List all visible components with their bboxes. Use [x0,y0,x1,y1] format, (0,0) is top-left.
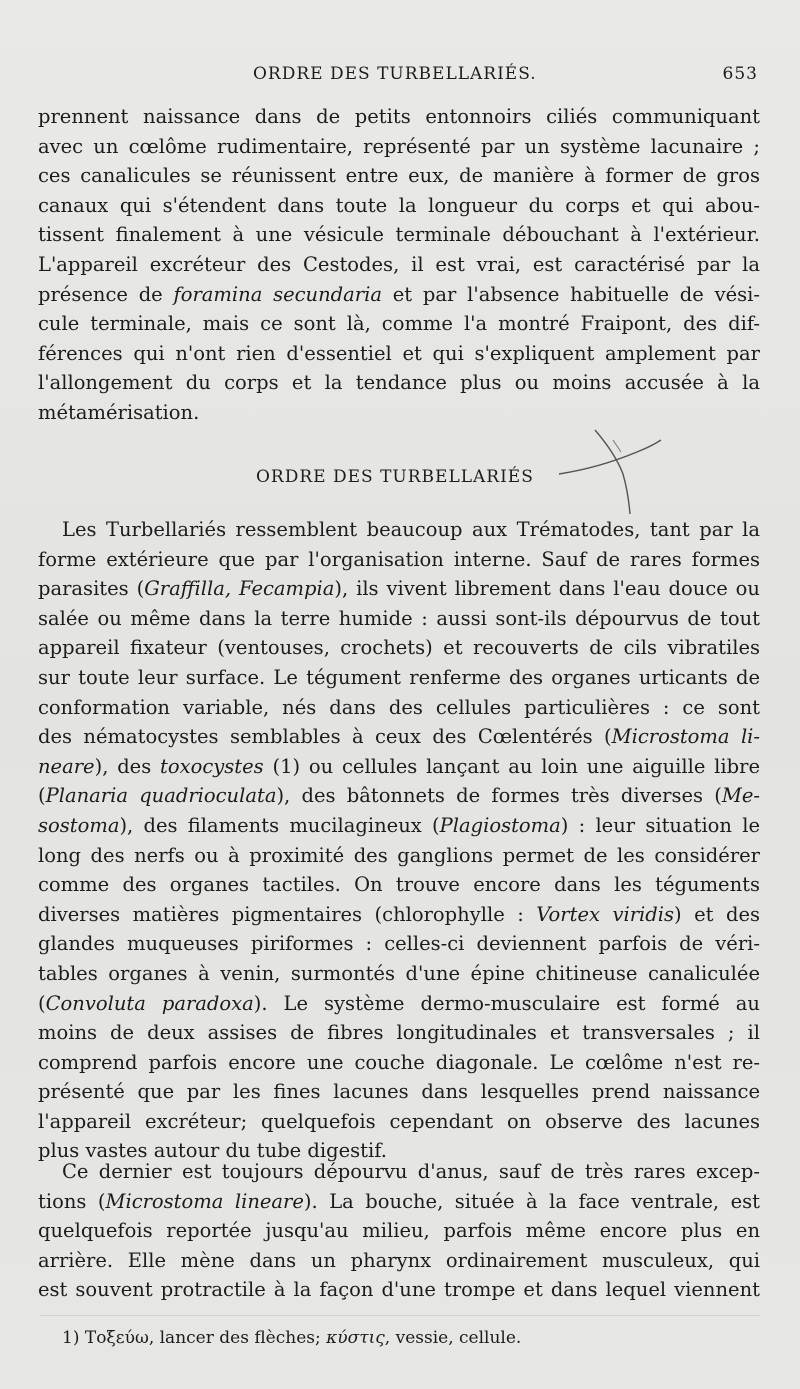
text-line: canaux qui s'étendent dans toute la longueur du corps et qui abou- [38,193,760,217]
text-run: parasites ( [38,577,145,601]
text-run: ) : leur situation le [560,813,761,837]
text-run: des nématocystes semblables à ceux des Cœlentérés ( [38,725,612,749]
text-run: ) et des [674,902,760,926]
text-run: diverses matières pigmentaires (chlorophylle : [38,902,537,926]
text-line: salée ou même dans la terre humide : aussi sont-ils dépourvus de tout [38,606,760,630]
text-line [38,900,760,930]
text-line: cule terminale, mais ce sont là, comme l'a montré Fraipont, des dif- [38,312,760,336]
italic-term: toxocystes [160,754,264,778]
text-run: ), des bâtonnets de formes très diverses ( [276,784,722,808]
text-line: présenté que par les fines lacunes dans lesquelles prend naissance [38,1080,760,1104]
text-line [38,781,760,811]
italic-term: foramina secundaria [173,282,382,306]
text-line: sur toute leur surface. Le tégument renferme des organes urticants de [38,665,760,689]
text-line [38,811,760,841]
italic-term: sostoma [38,813,120,837]
paragraph-turbellaria-description [38,515,760,1166]
greek-word: κύστις [326,1328,385,1348]
text-run: tions ( [38,1189,106,1213]
text-line: l'allongement du corps et la tendance plus ou moins accusée à la [38,371,760,395]
text-line: arrière. Elle mène dans un pharynx ordinairement musculeux, qui [38,1248,760,1272]
text-line: avec un cœlôme rudimentaire, représenté par un système lacunaire ; [38,134,760,158]
text-line: forme extérieure que par l'organisation interne. Sauf de rares formes [38,547,760,571]
text-line: métamérisation. [38,400,200,424]
text-line: tables organes à venin, surmontés d'une épine chitineuse canaliculée [38,961,760,985]
text-line: ces canalicules se réunissent entre eux, de manière à former de gros [38,164,760,188]
text-run: présence de [38,282,174,306]
text-line: glandes muqueuses piriformes : celles-ci deviennent parfois de véri- [38,932,760,956]
text-line: tissent finalement à une vésicule terminale débouchant à l'extérieur. [38,223,760,247]
text-run: et par l'absence habituelle de vési- [381,282,760,306]
footnote-gloss: , lancer des flèches; [148,1328,327,1348]
text-line: conformation variable, nés dans des cellules particulières : ce sont [38,695,760,719]
paragraph-digestive-tube [38,1157,760,1305]
text-run: ), des [94,754,161,778]
greek-word: Τοξεύω [84,1328,149,1348]
text-line: comme des organes tactiles. On trouve encore dans les téguments [38,873,760,897]
text-line: Les Turbellariés ressemblent beaucoup aux Trématodes, tant par la [62,518,760,541]
italic-term: Microstoma li- [611,725,761,749]
text-line: plus vastes autour du tube digestif. [38,1139,387,1163]
text-line: appareil fixateur (ventouses, crochets) et recouverts de cils vibratiles [38,636,760,660]
text-line [38,574,760,604]
text-line: L'appareil excréteur des Cestodes, il est vrai, est caractérisé par la [38,252,760,276]
text-line: férences qui n'ont rien d'essentiel et qui s'expliquent amplement par [38,341,760,365]
page-number: 653 [722,64,758,84]
text-line: moins de deux assises de fibres longitudinales et transversales ; il [38,1021,760,1045]
footnote-divider [40,1315,760,1316]
text-line: long des nerfs ou à proximité des ganglions permet de les considérer [38,843,760,867]
text-line [38,280,760,310]
text-line [38,722,760,752]
footnote-marker: 1) [62,1328,85,1348]
running-title: ORDRE DES TURBELLARIÉS. [253,64,537,84]
pencil-cross-mark [555,418,675,518]
italic-term: Vortex viridis [536,902,675,926]
text-run: ), ils vivent librement dans l'eau douce ou [334,577,760,601]
text-line [38,1187,760,1217]
text-line: est souvent protractile à la façon d'une trompe et dans lequel viennent [38,1278,760,1302]
text-run: (1) ou cellules lançant au loin une aiguille libre [263,754,761,778]
italic-term: Plagiostoma [439,813,561,837]
italic-term: neare [38,754,95,778]
text-run: ( [38,991,46,1015]
italic-term: Microstoma lineare [105,1189,304,1213]
text-run: ), des filaments mucilagineux ( [119,813,440,837]
text-line: l'appareil excréteur; quelquefois cependant on observe des lacunes [38,1109,760,1133]
section-heading: ORDRE DES TURBELLARIÉS [256,467,534,487]
text-line [38,752,760,782]
text-run: ). Le système dermo-musculaire est formé au [253,991,760,1015]
italic-term: Graffilla, Fecampia [144,577,335,601]
footnote [62,1328,521,1348]
italic-term: Me- [721,784,760,808]
italic-term: Convoluta paradoxa [45,991,254,1015]
footnote-gloss: , vessie, cellule. [384,1328,522,1348]
text-line: Ce dernier est toujours dépourvu d'anus, sauf de très rares excep- [62,1160,760,1183]
running-head [38,64,758,90]
italic-term: Planaria quadrioculata [45,784,277,808]
text-line: prennent naissance dans de petits entonnoirs ciliés communiquant [38,105,760,128]
text-line: quelquefois reportée jusqu'au milieu, parfois même encore plus en [38,1219,760,1243]
text-line: comprend parfois encore une couche diagonale. Le cœlôme n'est re- [38,1050,760,1074]
text-run: ). La bouche, située à la face ventrale, est [303,1189,760,1213]
paragraph-excretory-continued [38,102,760,428]
text-line [38,989,760,1019]
text-run: ( [38,784,46,808]
